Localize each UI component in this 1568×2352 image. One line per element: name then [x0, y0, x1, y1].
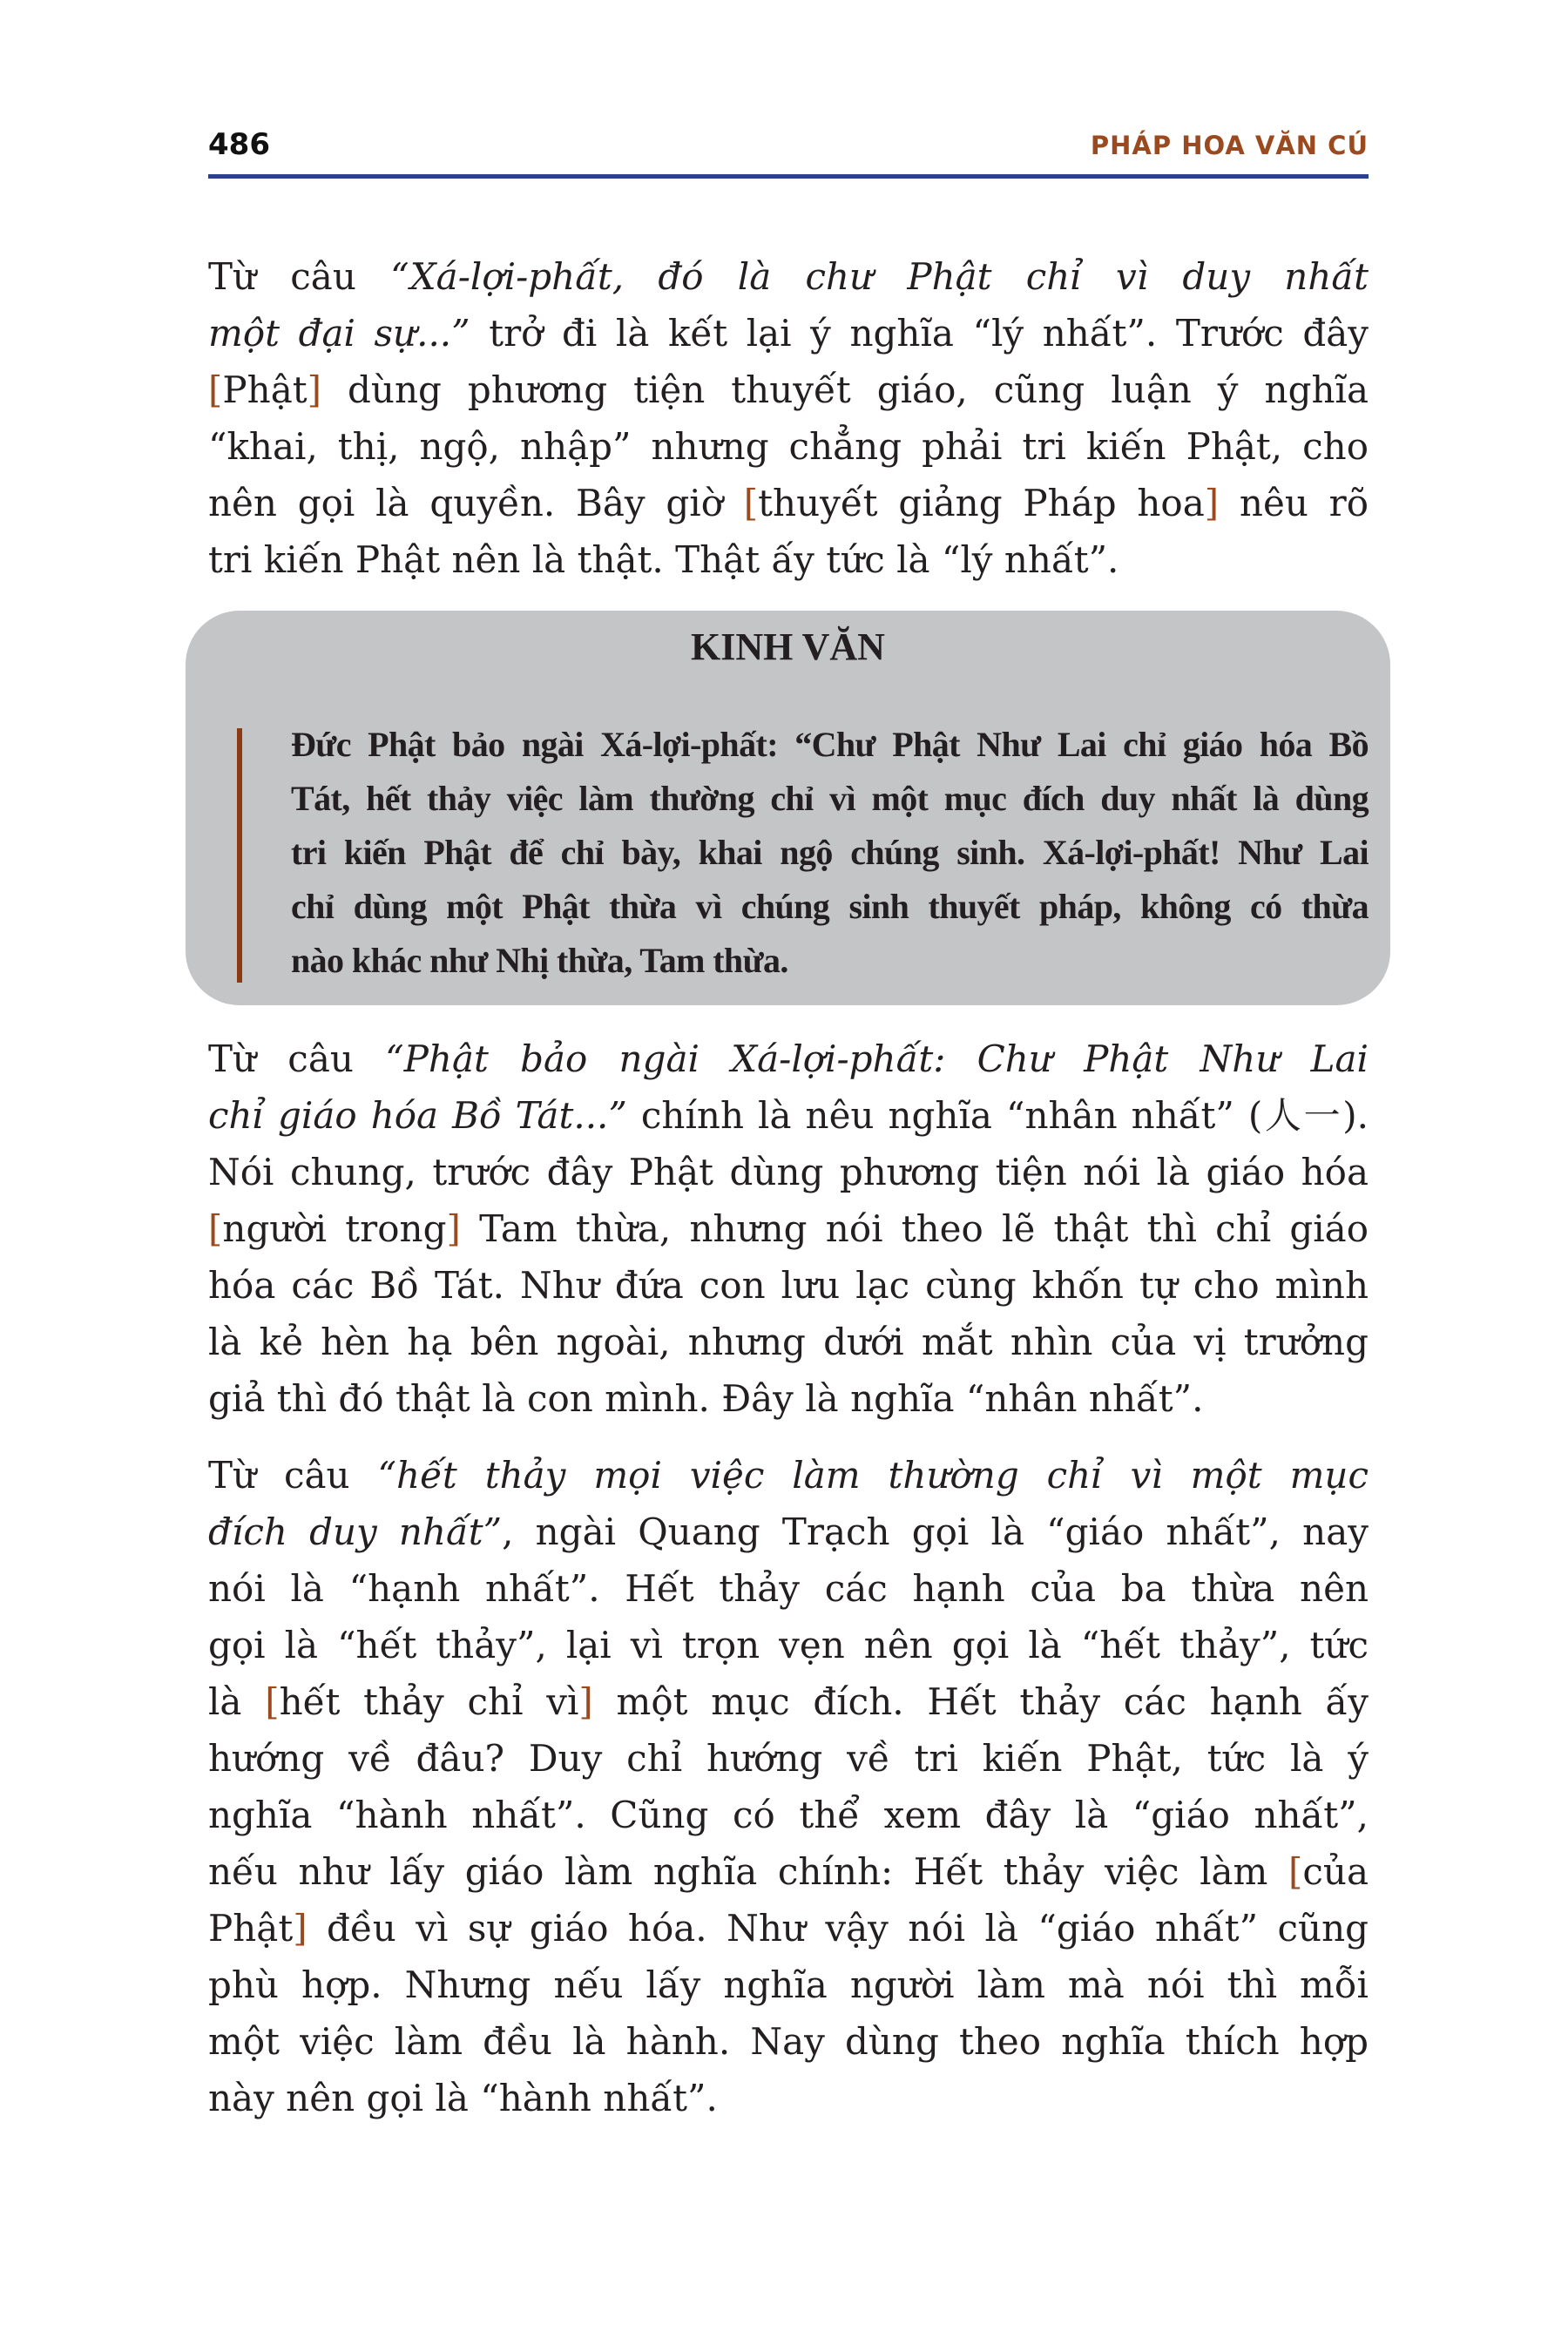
text-run: Từ câu	[208, 255, 391, 298]
text-run: này nên gọi là “hành nhất”.	[208, 2077, 718, 2119]
text-run: Đức Phật bảo ngài Xá-lợi-phất: “Chư Phật Như Lai chỉ giáo hóa Bồ	[291, 725, 1369, 764]
text-line	[208, 1370, 1369, 1427]
text-line	[291, 934, 1369, 988]
paragraph-2	[208, 1031, 1369, 1427]
editorial-bracket: ]	[1204, 482, 1220, 524]
text-line	[208, 418, 1369, 475]
scripture-text	[291, 718, 1369, 988]
text-line	[208, 1031, 1369, 1087]
text-line	[208, 1843, 1369, 1900]
text-run: tri kiến Phật để chỉ bày, khai ngộ chúng sinh. Xá-lợi-phất! Như Lai	[291, 833, 1369, 872]
text-line	[208, 1900, 1369, 1957]
scripture-box	[186, 611, 1390, 1005]
text-run: , ngài Quang Trạch gọi là “giáo nhất”, nay	[502, 1511, 1369, 1553]
paragraph-3	[208, 1447, 1369, 2126]
quoted-text: “hết thảy mọi việc làm thường chỉ vì một mục	[377, 1454, 1369, 1497]
text-line	[208, 1730, 1369, 1787]
text-run: Từ câu	[208, 1037, 386, 1080]
text-line	[208, 1087, 1369, 1144]
page-number: 486	[208, 127, 270, 162]
text-line	[208, 362, 1369, 418]
text-line	[208, 1144, 1369, 1200]
text-run: chính là nêu nghĩa “nhân nhất” (人一).	[626, 1094, 1369, 1137]
quoted-text: một đại sự...”	[208, 312, 470, 355]
text-run: là	[208, 1680, 266, 1723]
paragraph-1	[208, 248, 1369, 588]
text-run: thuyết giảng Pháp hoa	[758, 482, 1205, 524]
text-line	[208, 248, 1369, 305]
text-run: nên gọi là quyền. Bây giờ	[208, 482, 744, 524]
text-run: chỉ dùng một Phật thừa vì chúng sinh thuyết pháp, không có thừa	[291, 887, 1369, 926]
text-run: dùng phương tiện thuyết giáo, cũng luận ý nghĩa	[321, 368, 1369, 411]
text-line	[208, 475, 1369, 531]
text-line	[291, 880, 1369, 934]
text-run: một việc làm đều là hành. Nay dùng theo nghĩa thích hợp	[208, 2020, 1369, 2063]
text-line	[291, 826, 1369, 880]
text-run: Phật	[222, 368, 308, 411]
text-line	[208, 1673, 1369, 1730]
text-line	[208, 1957, 1369, 2013]
text-run: hết thảy chỉ vì	[279, 1680, 579, 1723]
text-line	[208, 1787, 1369, 1843]
text-run: hướng về đâu? Duy chỉ hướng về tri kiến Phật, tức là ý	[208, 1737, 1369, 1780]
text-line	[208, 531, 1369, 588]
text-run: một mục đích. Hết thảy các hạnh ấy	[592, 1680, 1369, 1723]
quoted-text: “Phật bảo ngài Xá-lợi-phất: Chư Phật Như Lai	[385, 1037, 1369, 1080]
text-line	[291, 718, 1369, 772]
text-run: tri kiến Phật nên là thật. Thật ấy tức là “lý nhất”.	[208, 538, 1119, 581]
text-run: trở đi là kết lại ý nghĩa “lý nhất”. Trước đây	[470, 312, 1369, 355]
text-run: nếu như lấy giáo làm nghĩa chính: Hết thảy việc làm	[208, 1850, 1288, 1893]
text-run: Tam thừa, nhưng nói theo lẽ thật thì chỉ giáo	[460, 1207, 1369, 1250]
editorial-bracket: [	[265, 1680, 280, 1723]
editorial-bracket: [	[208, 1207, 223, 1250]
text-line	[208, 1257, 1369, 1314]
text-line	[208, 1504, 1369, 1560]
text-run: giả thì đó thật là con mình. Đây là nghĩa “nhân nhất”.	[208, 1377, 1204, 1420]
text-run: nào khác như Nhị thừa, Tam thừa.	[291, 941, 788, 980]
text-run: nghĩa “hành nhất”. Cũng có thể xem đây là “giáo nhất”,	[208, 1794, 1369, 1836]
text-run: gọi là “hết thảy”, lại vì trọn vẹn nên gọi là “hết thảy”, tức	[208, 1624, 1369, 1666]
text-line	[208, 1314, 1369, 1370]
quoted-text: đích duy nhất”	[208, 1511, 503, 1553]
text-run: phù hợp. Nhưng nếu lấy nghĩa người làm mà nói thì mỗi	[208, 1963, 1369, 2006]
text-run: nêu rõ	[1219, 482, 1369, 524]
editorial-bracket: ]	[307, 368, 322, 411]
text-run: là kẻ hèn hạ bên ngoài, nhưng dưới mắt nhìn của vị trưởng	[208, 1321, 1369, 1363]
text-run: người trong	[222, 1207, 447, 1250]
text-run: Tát, hết thảy việc làm thường chỉ vì một mục đích duy nhất là dùng	[291, 779, 1369, 818]
scripture-quote-bar	[237, 728, 242, 983]
text-line	[208, 2013, 1369, 2070]
text-run: của	[1302, 1850, 1369, 1893]
text-run: Phật	[208, 1907, 294, 1950]
text-line	[208, 1447, 1369, 1504]
text-run: Từ câu	[208, 1454, 378, 1497]
editorial-bracket: ]	[578, 1680, 593, 1723]
text-line	[208, 1617, 1369, 1673]
text-run: “khai, thị, ngộ, nhập” nhưng chẳng phải tri kiến Phật, cho	[208, 425, 1369, 468]
quoted-text: “Xá-lợi-phất, đó là chư Phật chỉ vì duy nhất	[390, 255, 1369, 298]
scripture-box-title: KINH VĂN	[691, 625, 885, 668]
text-line	[208, 2070, 1369, 2126]
text-run: hóa các Bồ Tát. Như đứa con lưu lạc cùng khốn tự cho mình	[208, 1264, 1369, 1307]
editorial-bracket: [	[208, 368, 223, 411]
editorial-bracket: ]	[446, 1207, 461, 1250]
editorial-bracket: ]	[293, 1907, 308, 1950]
text-run: Nói chung, trước đây Phật dùng phương tiện nói là giáo hóa	[208, 1151, 1369, 1193]
text-line	[208, 1200, 1369, 1257]
text-line	[291, 772, 1369, 826]
header-rule	[208, 174, 1369, 179]
running-title: PHÁP HOA VĂN CÚ	[1090, 131, 1369, 160]
editorial-bracket: [	[1288, 1850, 1303, 1893]
editorial-bracket: [	[743, 482, 759, 524]
text-run: nói là “hạnh nhất”. Hết thảy các hạnh của ba thừa nên	[208, 1567, 1369, 1610]
text-line	[208, 305, 1369, 362]
quoted-text: chỉ giáo hóa Bồ Tát...”	[208, 1094, 627, 1137]
text-line	[208, 1560, 1369, 1617]
text-run: đều vì sự giáo hóa. Như vậy nói là “giáo nhất” cũng	[307, 1907, 1369, 1950]
